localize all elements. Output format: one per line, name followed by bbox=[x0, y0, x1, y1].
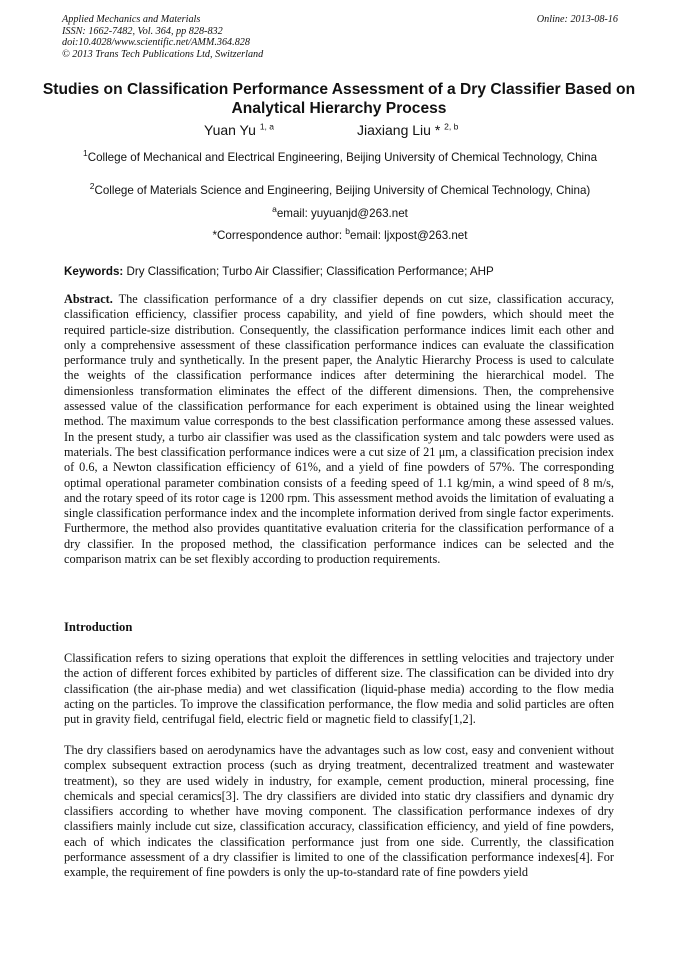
author-line bbox=[0, 122, 678, 142]
introduction-heading: Introduction bbox=[64, 620, 133, 634]
online-date: Online: 2013-08-16 bbox=[536, 14, 618, 25]
author-2-sup: 2, b bbox=[444, 121, 459, 132]
email-a-sup: a bbox=[272, 204, 277, 215]
issn-line: ISSN: 1662-7482, Vol. 364, pp 828-832 bbox=[62, 25, 223, 37]
affiliation-1-sup: 1 bbox=[82, 148, 88, 159]
introduction-paragraph-2: The dry classifiers based on aerodynamics have the advantages such as low cost, easy and convenient without complex subsequent extraction process (such as drying treatment, decentralized treatment and wastewater treatment), so they are used widely in industry, for example, cement production, mineral processing, fine chemicals and special ceramics[3]. The dry classifiers are divided into static dry classifiers and dynamic dry classifiers according to whether have moving component. The classification performance indexes of dry classifiers mainly include cut size, classification accuracy, classification efficiency, and yield of fine powders, each of which indicates the classification performance just from one side. Currently, the classification performance assessment of a dry classifier is limited to one of the classification performance indexes[4]. For example, the requirement of fine powders is only the up-to-standard rate of fine powders yield bbox=[64, 743, 614, 880]
doi-line: doi:10.4028/www.scientific.net/AMM.364.828 bbox=[62, 37, 250, 49]
email-a bbox=[62, 206, 618, 221]
paper-title: Studies on Classification Performance Assessment of a Dry Classifier Based on Analytical Hierarchy Process bbox=[42, 81, 636, 117]
email-b-text: email: ljxpost@263.net bbox=[350, 229, 468, 242]
journal-header bbox=[62, 14, 618, 60]
keywords-label: Keywords: bbox=[64, 265, 124, 278]
abstract-label: Abstract. bbox=[64, 292, 113, 306]
affiliation-2 bbox=[62, 183, 618, 198]
affiliation-2-text: College of Materials Science and Engineering, Beijing University of Chemical Technology, China) bbox=[94, 184, 591, 197]
introduction-paragraph-1: Classification refers to sizing operations that exploit the differences in settling velocities and trajectory under the action of different forces exhibited by particles of different size. The classification can be divided into dry classification (the air-phase media) and wet classification (liquid-phase media) according to the flow media acting on the particles. To improve the classification performance, the flow media and solid particles are often put in gravity field, centrifugal field, electric field or magnetic field to classify[1,2]. bbox=[64, 651, 614, 727]
keywords-text: Dry Classification; Turbo Air Classifier; Classification Performance; AHP bbox=[123, 265, 494, 278]
email-b bbox=[62, 228, 618, 243]
author-2 bbox=[357, 122, 458, 138]
affiliation-1-text: College of Mechanical and Electrical Engineering, Beijing University of Chemical Technology, China bbox=[87, 151, 598, 164]
author-1-sup: 1, a bbox=[259, 121, 274, 132]
author-1-name: Yuan Yu bbox=[204, 122, 256, 138]
author-1 bbox=[204, 122, 274, 138]
author-2-name: Jiaxiang Liu * bbox=[357, 122, 441, 138]
journal-name: Applied Mechanics and Materials bbox=[62, 14, 201, 25]
abstract bbox=[64, 292, 614, 567]
keywords bbox=[64, 264, 620, 279]
abstract-text: The classification performance of a dry classifier depends on cut size, classification accuracy, classification efficiency, classifier process capability, and yield of fine powders, which should meet the required particle-size distribution. Consequently, the classification performance indices limit each other and only a comprehensive assessment of these classification performance indices can evaluate the classification performance truly and synthetically. In the present paper, the Analytic Hierarchy Process is used to calculate the weights of the classification performance indices after determining the hierarchical model. The dimensionless transformation eliminates the effect of the different dimensions. Then, the comprehensive assessed value of the classification performance for each experiment is obtained using the linear weighted method. The maximum value corresponds to the best classification performance among these assessed values. In the present study, a turbo air classifier was used as the classification system and talc powders were used as materials. The best classification performance indices were a cut size of 21 μm, a classification precision index of 0.6, a Newton classification efficiency of 61%, and a yield of fine powders of 57%. The corresponding optimal operational parameter combination consists of a feeding speed of 1.1 kg/min, a wind speed of 8 m/s, and the rotary speed of its rotor cage is 1200 rpm. This assessment method avoids the limitation of evaluating a single classification performance index and the incomplete information derived from single factor experiments. Furthermore, the method also provides quantitative evaluation criteria for the classification performance of a dry classifier. In the proposed method, the classification performance indices can be selected and the comparison matrix can be set flexibly according to production requirements. bbox=[64, 292, 614, 567]
email-b-sup: b bbox=[345, 226, 351, 237]
affiliation-1 bbox=[62, 150, 618, 165]
affiliation-2-sup: 2 bbox=[89, 181, 95, 192]
copyright-line: © 2013 Trans Tech Publications Ltd, Switzerland bbox=[62, 48, 264, 60]
email-a-text: email: yuyuanjd@263.net bbox=[276, 207, 408, 220]
correspondence-label: *Correspondence author: bbox=[212, 229, 346, 242]
